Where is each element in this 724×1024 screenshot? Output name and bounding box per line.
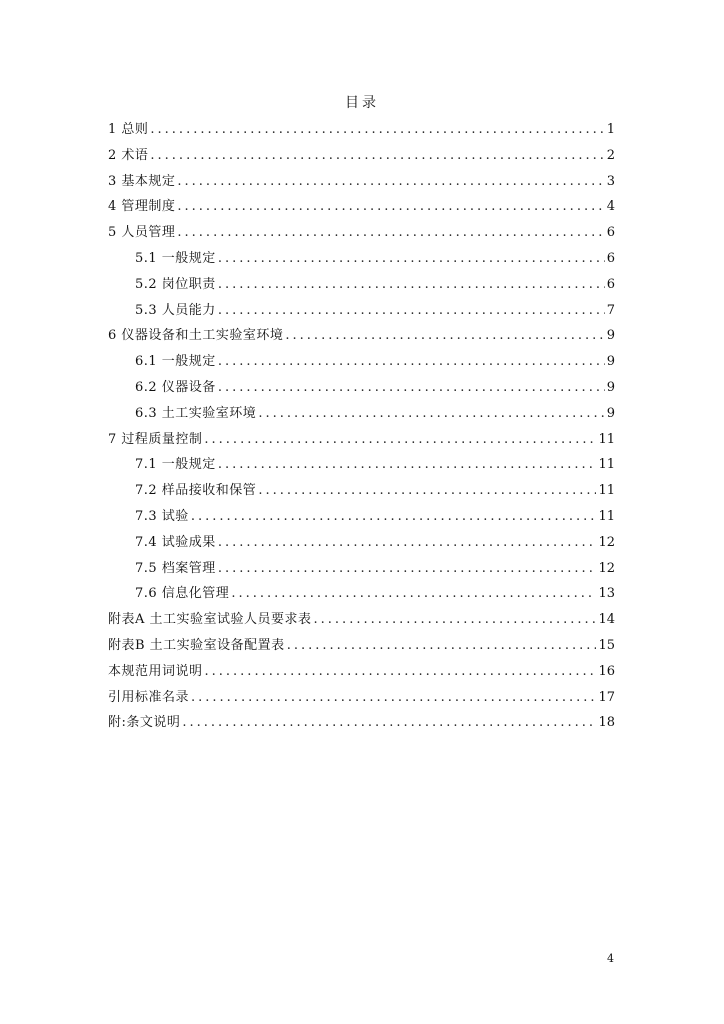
toc-dot-leader [231, 586, 596, 601]
toc-dot-leader [218, 380, 605, 395]
toc-entry-label: 6.1 一般规定 [135, 354, 216, 370]
toc-entry-label: 7.1 一般规定 [135, 457, 216, 473]
toc-entry-page: 14 [598, 612, 615, 628]
toc-entry-page: 12 [598, 560, 615, 576]
toc-entry-label: 7.2 样品接收和保管 [135, 483, 257, 499]
toc-entry[interactable] [108, 582, 615, 608]
toc-entry-label: 3 基本规定 [108, 173, 176, 189]
toc-entry[interactable] [108, 453, 615, 479]
toc-entry[interactable] [108, 479, 615, 505]
toc-entry-page: 15 [598, 637, 615, 653]
toc-entry-page: 16 [598, 663, 615, 679]
toc-dot-leader [314, 612, 597, 627]
toc-entry-label: 2 术语 [108, 147, 149, 163]
toc-dot-leader [218, 303, 605, 318]
toc-dot-leader [218, 277, 605, 292]
toc-entry[interactable] [108, 299, 615, 325]
toc-dot-leader [177, 225, 604, 240]
toc-entry[interactable] [108, 402, 615, 428]
toc-entry-page: 11 [598, 431, 615, 447]
toc-dot-leader [218, 251, 605, 266]
toc-entry-label: 引用标准名录 [108, 689, 190, 705]
toc-entry-label: 7.3 试验 [135, 508, 189, 524]
toc-dot-leader [285, 328, 604, 343]
toc-entry[interactable] [108, 608, 615, 634]
toc-entry-label: 6.2 仪器设备 [135, 379, 216, 395]
toc-dot-leader [191, 690, 596, 705]
toc-entry-label: 5 人员管理 [108, 225, 176, 241]
toc-entry-page: 11 [598, 508, 615, 524]
toc-entry-page: 9 [606, 354, 615, 370]
toc-entry-page: 3 [606, 173, 615, 189]
toc-entry-label: 本规范用词说明 [108, 663, 203, 679]
toc-entry[interactable] [108, 531, 615, 557]
toc-entry[interactable] [108, 634, 615, 660]
toc-entry[interactable] [108, 170, 615, 196]
toc-dot-leader [218, 561, 597, 576]
toc-entry-page: 17 [598, 689, 615, 705]
toc-title: 目录 [345, 95, 379, 111]
toc-dot-leader [191, 509, 597, 524]
toc-entry-label: 附表B 土工实验室设备配置表 [108, 637, 285, 653]
toc-entry[interactable] [108, 118, 615, 144]
toc-entry[interactable] [108, 557, 615, 583]
toc-entry[interactable] [108, 660, 615, 686]
toc-entry[interactable] [108, 711, 615, 737]
table-of-contents [108, 118, 615, 737]
toc-dot-leader [177, 174, 604, 189]
toc-entry-label: 7.5 档案管理 [135, 560, 216, 576]
toc-entry[interactable] [108, 350, 615, 376]
toc-entry-page: 7 [606, 302, 615, 318]
toc-entry-page: 6 [606, 225, 615, 241]
toc-entry-page: 9 [606, 379, 615, 395]
toc-entry[interactable] [108, 428, 615, 454]
toc-dot-leader [177, 199, 604, 214]
toc-entry-label: 6.3 土工实验室环境 [135, 405, 257, 421]
toc-entry-page: 1 [606, 122, 615, 137]
toc-dot-leader [150, 122, 604, 137]
toc-dot-leader [218, 457, 597, 472]
toc-entry-label: 7.6 信息化管理 [135, 586, 230, 602]
toc-entry-page: 11 [598, 457, 615, 473]
toc-entry-label: 5.1 一般规定 [135, 250, 216, 266]
toc-entry-label: 附表A 土工实验室试验人员要求表 [108, 612, 312, 628]
toc-dot-leader [182, 715, 596, 730]
toc-entry-page: 6 [606, 276, 615, 292]
toc-dot-leader [258, 483, 596, 498]
toc-entry-page: 2 [606, 147, 615, 163]
toc-entry[interactable] [108, 376, 615, 402]
toc-entry-label: 6 仪器设备和土工实验室环境 [108, 328, 284, 344]
toc-entry-label: 7.4 试验成果 [135, 534, 216, 550]
toc-entry-page: 6 [606, 250, 615, 266]
toc-dot-leader [258, 406, 604, 421]
toc-entry-label: 1 总则 [108, 122, 149, 137]
toc-entry-page: 13 [598, 586, 615, 602]
toc-entry[interactable] [108, 686, 615, 712]
toc-entry[interactable] [108, 221, 615, 247]
toc-dot-leader [150, 148, 604, 163]
toc-entry-page: 18 [598, 715, 615, 731]
toc-entry[interactable] [108, 505, 615, 531]
toc-entry-label: 5.2 岗位职责 [135, 276, 216, 292]
toc-entry[interactable] [108, 195, 615, 221]
toc-entry-page: 12 [598, 534, 615, 550]
toc-entry-page: 11 [598, 483, 615, 499]
page-number: 4 [607, 952, 614, 965]
toc-entry[interactable] [108, 247, 615, 273]
toc-dot-leader [205, 664, 597, 679]
toc-entry-label: 4 管理制度 [108, 199, 176, 215]
toc-entry-page: 9 [606, 328, 615, 344]
toc-dot-leader [218, 354, 605, 369]
toc-entry-label: 5.3 人员能力 [135, 302, 216, 318]
toc-dot-leader [204, 432, 596, 447]
toc-entry-page: 9 [606, 405, 615, 421]
toc-entry-page: 4 [606, 199, 615, 215]
toc-entry[interactable] [108, 144, 615, 170]
toc-entry[interactable] [108, 324, 615, 350]
toc-entry[interactable] [108, 273, 615, 299]
toc-entry-label: 附:条文说明 [108, 715, 181, 731]
toc-entry-label: 7 过程质量控制 [108, 431, 203, 447]
toc-dot-leader [218, 535, 597, 550]
toc-dot-leader [287, 638, 597, 653]
